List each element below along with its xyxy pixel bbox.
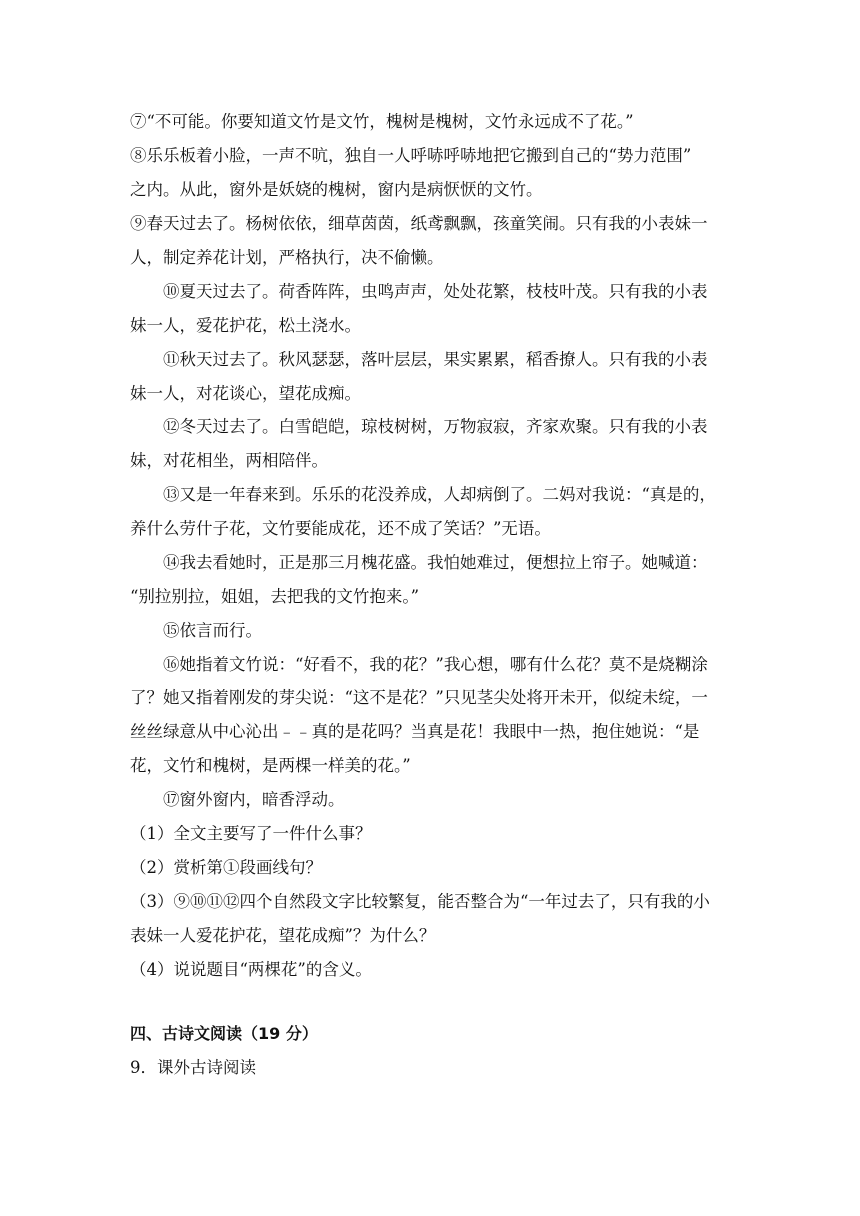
question-3-line-1: （3）⑨⑩⑪⑫四个自然段文字比较繁复，能否整合为“一年过去了，只有我的小 [130, 892, 710, 911]
paragraph-10-line-2: 妹一人，爱花护花，松土浇水。 [130, 316, 361, 335]
paragraph-16-line-4: 花，文竹和槐树，是两棵一样美的花。” [130, 756, 411, 775]
paragraph-16-line-2: 了？她又指着刚发的芽尖说：“这不是花？”只见茎尖处将开未开，似绽未绽，一 [130, 688, 708, 707]
paragraph-12-line-1: ⑫冬天过去了。白雪皑皑，琼枝树树，万物寂寂，齐家欢聚。只有我的小表 [163, 417, 708, 436]
question-1: （1）全文主要写了一件什么事？ [130, 824, 372, 843]
paragraph-9-line-1: ⑨春天过去了。杨树依依，细草茵茵，纸鸢飘飘，孩童笑闹。只有我的小表妹一 [130, 214, 708, 233]
paragraph-8-line-1: ⑧乐乐板着小脸，一声不吭，独自一人呼哧呼哧地把它搬到自己的“势力范围” [130, 146, 692, 165]
paragraph-13-line-1: ⑬又是一年春来到。乐乐的花没养成，人却病倒了。二妈对我说：“真是的， [163, 485, 716, 504]
paragraph-14-line-1: ⑭我去看她时，正是那三月槐花盛。我怕她难过，便想拉上帘子。她喊道： [163, 553, 708, 572]
paragraph-10-line-1: ⑩夏天过去了。荷香阵阵，虫鸣声声，处处花繁，枝枝叶茂。只有我的小表 [163, 282, 708, 301]
paragraph-15: ⑮依言而行。 [163, 621, 262, 640]
paragraph-11-line-1: ⑪秋天过去了。秋风瑟瑟，落叶层层，果实累累，稻香撩人。只有我的小表 [163, 350, 708, 369]
question-9-title: 9．课外古诗阅读 [130, 1058, 256, 1077]
paragraph-14-line-2: “别拉别拉，姐姐，去把我的文竹抱来。” [130, 587, 420, 606]
paragraph-16-line-3: 丝丝绿意从中心沁出﹣﹣真的是花吗？当真是花！我眼中一热，抱住她说：“是 [130, 722, 700, 741]
paragraph-12-line-2: 妹，对花相坐，两相陪伴。 [130, 451, 328, 470]
paragraph-7: ⑦“不可能。你要知道文竹是文竹，槐树是槐树，文竹永远成不了花。” [130, 112, 634, 131]
section-heading: 四、古诗文阅读（19 分） [130, 1024, 318, 1043]
paragraph-11-line-2: 妹一人，对花谈心，望花成痴。 [130, 384, 361, 403]
paragraph-16-line-1: ⑯她指着文竹说：“好看不，我的花？”我心想，哪有什么花？莫不是烧糊涂 [163, 655, 708, 674]
paragraph-17: ⑰窗外窗内，暗香浮动。 [163, 790, 345, 809]
question-2: （2）赏析第①段画线句？ [130, 858, 322, 877]
paragraph-9-line-2: 人，制定养花计划，严格执行，决不偷懒。 [130, 248, 444, 267]
paragraph-13-line-2: 养什么劳什子花，文竹要能成花，还不成了笑话？”无语。 [130, 519, 551, 538]
question-3-line-2: 表妹一人爱花护花，望花成痴”？为什么？ [130, 926, 436, 945]
paragraph-8-line-2: 之内。从此，窗外是妖娆的槐树，窗内是病恹恹的文竹。 [130, 180, 543, 199]
question-4: （4）说说题目“两棵花”的含义。 [130, 960, 372, 979]
